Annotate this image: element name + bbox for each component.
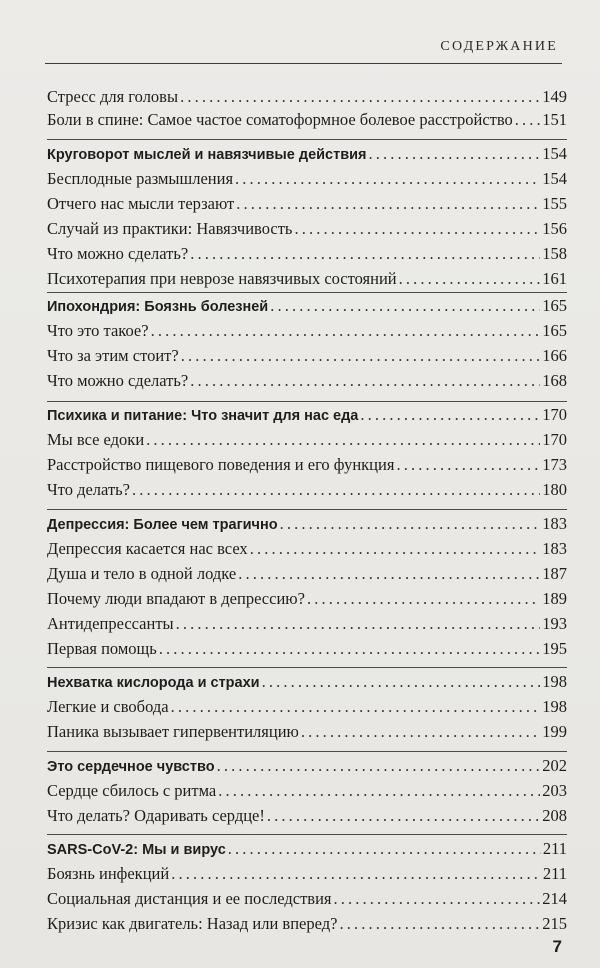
toc-entry-title: Расстройство пищевого поведения и его функция bbox=[47, 455, 395, 474]
dot-leader bbox=[301, 722, 540, 742]
toc-entry-title: Почему люди впадают в депрессию? bbox=[47, 589, 305, 608]
toc-entry-title: Что можно сделать? bbox=[47, 371, 189, 390]
toc-entry bbox=[47, 864, 567, 890]
toc-entry-page: 183 bbox=[542, 514, 567, 533]
toc-entry-page: 193 bbox=[542, 614, 567, 633]
toc-entry bbox=[47, 614, 567, 640]
section-divider bbox=[47, 667, 567, 668]
toc-entry-title: Душа и тело в одной лодке bbox=[47, 564, 237, 583]
toc-entry bbox=[47, 697, 567, 723]
dot-leader bbox=[294, 219, 540, 239]
toc-entry-title: Стресс для головы bbox=[47, 87, 179, 106]
dot-leader bbox=[171, 864, 541, 884]
toc-section-heading bbox=[47, 672, 567, 698]
section-divider bbox=[47, 834, 567, 835]
toc-entry bbox=[47, 455, 567, 481]
toc-entry-page: 187 bbox=[542, 564, 567, 583]
toc-entry-page: 154 bbox=[542, 144, 567, 163]
dot-leader bbox=[396, 455, 540, 475]
toc-entry-page: 161 bbox=[542, 269, 567, 288]
toc-entry-page: 166 bbox=[542, 346, 567, 365]
dot-leader bbox=[270, 296, 540, 316]
toc-entry-page: 173 bbox=[542, 455, 567, 474]
toc-entry bbox=[47, 346, 567, 372]
toc-entry-title: Ипохондрия: Боязнь болезней bbox=[47, 299, 269, 315]
dot-leader bbox=[515, 110, 540, 130]
section-divider bbox=[47, 509, 567, 510]
dot-leader bbox=[235, 169, 540, 189]
dot-leader bbox=[262, 672, 541, 692]
dot-leader bbox=[190, 244, 540, 264]
toc-entry bbox=[47, 194, 567, 220]
toc-entry bbox=[47, 806, 567, 832]
toc-entry-page: 170 bbox=[542, 405, 567, 424]
toc-entry bbox=[47, 914, 567, 940]
dot-leader bbox=[250, 539, 541, 559]
toc-entry-title: Нехватка кислорода и страхи bbox=[47, 675, 260, 691]
toc-entry-title: Мы все едоки bbox=[47, 430, 145, 449]
dot-leader bbox=[146, 430, 540, 450]
toc-entry-title: Психотерапия при неврозе навязчивых состояний bbox=[47, 269, 397, 288]
dot-leader bbox=[238, 564, 540, 584]
toc-entry-page: 215 bbox=[542, 914, 567, 933]
dot-leader bbox=[399, 269, 541, 289]
toc-entry-page: 189 bbox=[542, 589, 567, 608]
toc-entry-title: Что делать? Одаривать сердце! bbox=[47, 806, 265, 825]
toc-entry-page: 211 bbox=[542, 839, 567, 858]
toc-entry-title: Кризис как двигатель: Назад или вперед? bbox=[47, 914, 338, 933]
dot-leader bbox=[217, 756, 541, 776]
toc-entry bbox=[47, 589, 567, 615]
dot-leader bbox=[151, 321, 541, 341]
toc-section-heading bbox=[47, 756, 567, 782]
dot-leader bbox=[132, 480, 540, 500]
toc-entry bbox=[47, 430, 567, 456]
toc-section-heading bbox=[47, 514, 567, 540]
toc-entry-page: 170 bbox=[542, 430, 567, 449]
toc-entry-page: 154 bbox=[542, 169, 567, 188]
section-divider bbox=[47, 139, 567, 140]
toc-entry-title: Социальная дистанция и ее последствия bbox=[47, 889, 332, 908]
page-number: 7 bbox=[552, 937, 562, 956]
toc-entry-title: Что за этим стоит? bbox=[47, 346, 179, 365]
toc-entry-page: 156 bbox=[542, 219, 567, 238]
dot-leader bbox=[181, 346, 541, 366]
toc-entry-title: Случай из практики: Навязчивость bbox=[47, 219, 293, 238]
toc-section-heading bbox=[47, 144, 567, 170]
dot-leader bbox=[369, 144, 541, 164]
toc-entry-page: 168 bbox=[542, 371, 567, 390]
toc-entry-page: 180 bbox=[542, 480, 567, 499]
toc-entry bbox=[47, 564, 567, 590]
toc-entry-title: Что это такое? bbox=[47, 321, 149, 340]
dot-leader bbox=[334, 889, 541, 909]
toc-entry bbox=[47, 781, 567, 807]
toc-entry-title: Легкие и свобода bbox=[47, 697, 169, 716]
toc-entry bbox=[47, 889, 567, 915]
toc-entry-title: Круговорот мыслей и навязчивые действия bbox=[47, 147, 367, 163]
toc-entry bbox=[47, 110, 567, 136]
toc-entry bbox=[47, 539, 567, 565]
toc-entry-title: Бесплодные размышления bbox=[47, 169, 234, 188]
dot-leader bbox=[190, 371, 540, 391]
toc-entry bbox=[47, 722, 567, 748]
toc-entry-page: 165 bbox=[542, 296, 567, 315]
toc-entry-title: Это сердечное чувство bbox=[47, 759, 215, 775]
toc-entry bbox=[47, 321, 567, 347]
toc-entry-title: Отчего нас мысли терзают bbox=[47, 194, 235, 213]
toc-entry-page: 158 bbox=[542, 244, 567, 263]
toc-entry bbox=[47, 639, 567, 665]
toc-entry bbox=[47, 169, 567, 195]
running-header: СОДЕРЖАНИЕ bbox=[440, 39, 558, 54]
toc-entry bbox=[47, 269, 567, 295]
toc-entry-title: Психика и питание: Что значит для нас еда bbox=[47, 408, 359, 424]
toc-entry-page: 183 bbox=[542, 539, 567, 558]
dot-leader bbox=[267, 806, 540, 826]
toc-entry-page: 211 bbox=[542, 864, 567, 883]
toc-entry-title: Депрессия: Более чем трагично bbox=[47, 517, 278, 533]
toc-entry bbox=[47, 371, 567, 397]
toc-entry-title: Что делать? bbox=[47, 480, 130, 499]
dot-leader bbox=[307, 589, 540, 609]
toc-entry-title: Паника вызывает гипервентиляцию bbox=[47, 722, 299, 741]
toc-entry-page: 195 bbox=[542, 639, 567, 658]
toc-entry-title: Боли в спине: Самое частое соматоформное болевое расстройство bbox=[47, 110, 513, 129]
toc-entry-title: Что можно сделать? bbox=[47, 244, 189, 263]
toc-entry-page: 214 bbox=[542, 889, 567, 908]
toc-entry bbox=[47, 480, 567, 506]
section-divider bbox=[47, 401, 567, 402]
dot-leader bbox=[180, 87, 540, 107]
dot-leader bbox=[360, 405, 540, 425]
toc-entry-page: 165 bbox=[542, 321, 567, 340]
toc-section-heading bbox=[47, 839, 567, 865]
dot-leader bbox=[228, 839, 541, 859]
dot-leader bbox=[159, 639, 540, 659]
toc-entry-page: 199 bbox=[542, 722, 567, 741]
toc-entry-title: SARS-CoV-2: Мы и вирус bbox=[47, 842, 226, 858]
header-rule bbox=[45, 63, 562, 64]
toc-section-heading bbox=[47, 405, 567, 431]
dot-leader bbox=[176, 614, 541, 634]
toc-entry-page: 198 bbox=[542, 697, 567, 716]
toc-entry-page: 151 bbox=[542, 110, 567, 129]
dot-leader bbox=[218, 781, 540, 801]
toc-entry-title: Депрессия касается нас всех bbox=[47, 539, 248, 558]
dot-leader bbox=[280, 514, 541, 534]
toc-entry-title: Первая помощь bbox=[47, 639, 157, 658]
toc-entry-page: 203 bbox=[542, 781, 567, 800]
toc-entry-page: 155 bbox=[542, 194, 567, 213]
toc-section-heading bbox=[47, 296, 567, 322]
toc-entry-page: 202 bbox=[542, 756, 567, 775]
section-divider bbox=[47, 751, 567, 752]
dot-leader bbox=[339, 914, 540, 934]
dot-leader bbox=[171, 697, 541, 717]
toc-entry bbox=[47, 244, 567, 270]
toc-entry-title: Антидепрессанты bbox=[47, 614, 174, 633]
toc-entry-page: 208 bbox=[542, 806, 567, 825]
toc-entry-title: Сердце сбилось с ритма bbox=[47, 781, 217, 800]
dot-leader bbox=[236, 194, 540, 214]
toc-entry-title: Боязнь инфекций bbox=[47, 864, 170, 883]
toc-entry-page: 198 bbox=[542, 672, 567, 691]
toc-entry bbox=[47, 219, 567, 245]
toc-entry-page: 149 bbox=[542, 87, 567, 106]
